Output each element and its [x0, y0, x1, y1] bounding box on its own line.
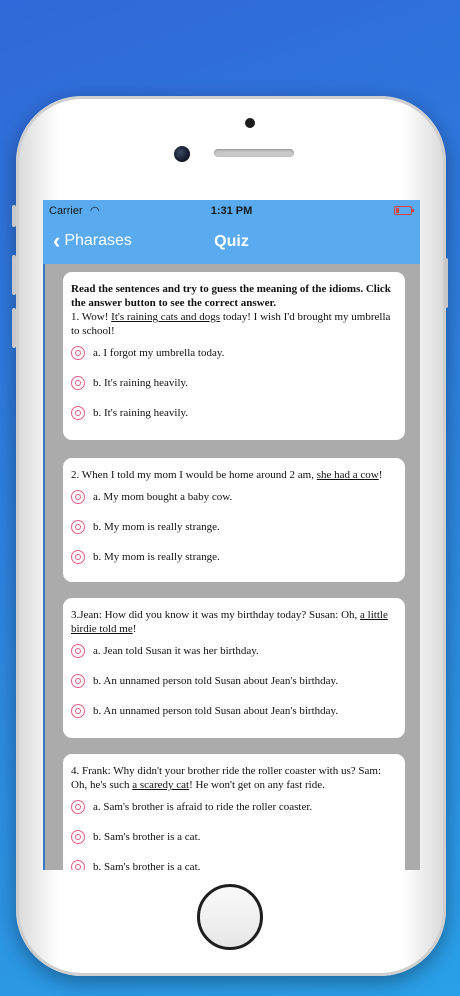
answer-option[interactable]: [71, 852, 397, 870]
question-text: 1. Wow! It's raining cats and dogs today! I wish I'd brought my umbrella to school!: [71, 311, 391, 337]
question-card: [63, 598, 405, 738]
answer-option[interactable]: [71, 482, 397, 512]
radio-icon[interactable]: [71, 644, 85, 658]
radio-icon[interactable]: [71, 830, 85, 844]
answer-option[interactable]: [71, 542, 397, 572]
question-text: 2. When I told my mom I would be home around 2 am, she had a cow!: [71, 469, 383, 481]
front-camera: [174, 146, 190, 162]
page-title: Quiz: [214, 233, 249, 250]
radio-icon[interactable]: [71, 674, 85, 688]
radio-icon[interactable]: [71, 490, 85, 504]
mute-switch: [12, 205, 16, 227]
carrier-label: Carrier: [49, 205, 83, 217]
radio-icon[interactable]: [71, 346, 85, 360]
battery-icon: [394, 206, 412, 215]
radio-icon[interactable]: [71, 704, 85, 718]
radio-icon[interactable]: [71, 800, 85, 814]
idiom-text: a scaredy cat: [132, 779, 190, 791]
question-text: 3.Jean: How did you know it was my birthday today? Susan: Oh, a little birdie told me!: [71, 609, 388, 635]
option-label: a. Sam's brother is afraid to ride the roller coaster.: [93, 801, 313, 813]
option-label: a. Jean told Susan it was her birthday.: [93, 645, 259, 657]
option-label: b. An unnamed person told Susan about Jean's birthday.: [93, 675, 339, 687]
answer-option[interactable]: [71, 666, 397, 696]
earpiece-speaker: [214, 149, 294, 157]
answer-option[interactable]: [71, 398, 397, 428]
power-button: [444, 258, 448, 308]
volume-up-button: [12, 255, 16, 295]
radio-icon[interactable]: [71, 520, 85, 534]
app-screen: [43, 200, 420, 870]
quiz-list[interactable]: [43, 264, 420, 870]
instructions-text: Read the sentences and try to guess the meaning of the idioms. Click the answer button to see the correct answer.: [71, 283, 391, 309]
home-button[interactable]: [197, 884, 263, 950]
idiom-text: It's raining cats and dogs: [111, 311, 221, 323]
option-label: b. My mom is really strange.: [93, 521, 220, 533]
proximity-sensor: [245, 118, 255, 128]
navigation-bar: [43, 222, 420, 264]
question-card: [63, 754, 405, 870]
option-label: b. It's raining heavily.: [93, 407, 189, 419]
question-card: [63, 272, 405, 440]
wifi-icon: ◠: [90, 205, 100, 217]
option-label: b. It's raining heavily.: [93, 377, 189, 389]
option-label: b. My mom is really strange.: [93, 551, 220, 563]
answer-option[interactable]: [71, 512, 397, 542]
volume-down-button: [12, 308, 16, 348]
radio-icon[interactable]: [71, 406, 85, 420]
question-text: 4. Frank: Why didn't your brother ride the roller coaster with us? Sam: Oh, he's such a scaredy cat! He won't get on any fast ride.: [71, 765, 382, 791]
answer-option[interactable]: [71, 696, 397, 726]
question-card: [63, 458, 405, 582]
radio-icon[interactable]: [71, 550, 85, 564]
answer-option[interactable]: [71, 338, 397, 368]
radio-icon[interactable]: [71, 376, 85, 390]
status-bar: [43, 200, 420, 222]
idiom-text: a little birdie told me: [71, 609, 388, 635]
option-label: b. Sam's brother is a cat.: [93, 831, 201, 843]
option-label: a. I forgot my umbrella today.: [93, 347, 225, 359]
answer-option[interactable]: [71, 822, 397, 852]
option-label: b. An unnamed person told Susan about Jean's birthday.: [93, 705, 339, 717]
answer-option[interactable]: [71, 368, 397, 398]
chevron-left-icon: ‹: [53, 228, 61, 253]
option-label: a. My mom bought a baby cow.: [93, 491, 233, 503]
radio-icon[interactable]: [71, 860, 85, 870]
option-label: b. Sam's brother is a cat.: [93, 861, 201, 870]
answer-option[interactable]: [71, 792, 397, 822]
back-button-label: Pharases: [64, 232, 132, 249]
answer-option[interactable]: [71, 636, 397, 666]
idiom-text: she had a cow: [316, 469, 379, 481]
status-time: 1:31 PM: [210, 205, 253, 217]
